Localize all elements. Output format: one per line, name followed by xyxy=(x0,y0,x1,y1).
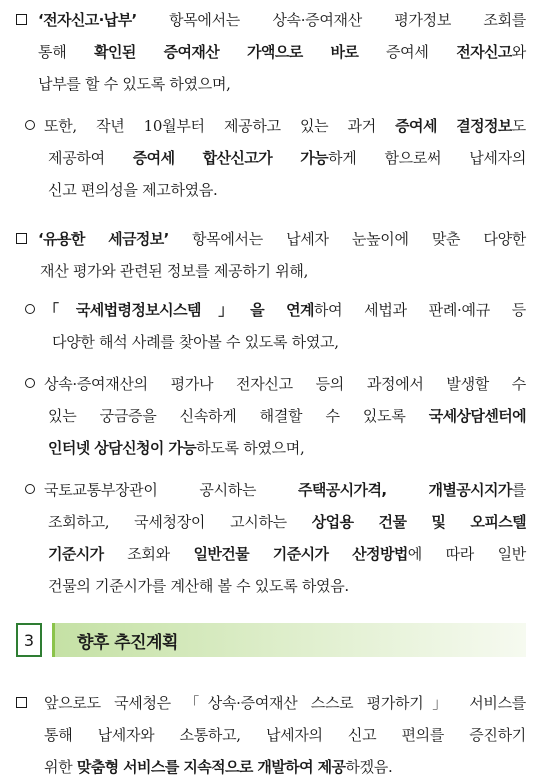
text-segment: 조회하고, 국세청장이 고시하는 xyxy=(48,513,312,531)
bold-text-segment: 전자신고 xyxy=(456,43,512,61)
text-line xyxy=(48,544,526,564)
text-line xyxy=(44,300,526,320)
text-line xyxy=(48,512,526,532)
text-line xyxy=(38,10,526,30)
bold-text-segment: 맞춤형 서비스를 지속적으로 개발하여 제공 xyxy=(76,758,346,776)
text-line xyxy=(38,74,338,94)
bold-text-segment: 증여세 결정정보 xyxy=(395,117,512,135)
bold-text-segment: 주택공시가격, 개별공시지가 xyxy=(298,481,512,499)
text-segment: 다양한 해석 사례를 찾아볼 수 있도록 하였고, xyxy=(52,333,339,351)
text-segment: 에 따라 일반 xyxy=(407,545,526,563)
text-line xyxy=(44,725,526,745)
text-line xyxy=(48,438,418,458)
text-segment: 신고 편의성을 제고하였음. xyxy=(48,181,218,199)
text-segment: 통해 납세자와 소통하고, 납세자의 신고 편의를 증진하기 xyxy=(44,726,526,744)
text-segment: 항목에서는 납세자 눈높이에 맞춘 다양한 xyxy=(168,230,526,248)
text-line xyxy=(40,261,380,281)
text-line xyxy=(44,757,526,777)
text-line xyxy=(48,406,526,426)
bold-text-segment: 국세상담센터에 xyxy=(428,407,526,425)
text-segment: 재산 평가와 관련된 정보를 제공하기 위해, xyxy=(40,262,309,280)
section-header xyxy=(16,623,526,659)
text-segment: 하도록 하였으며, xyxy=(196,439,305,457)
bold-text-segment: 기준시가 xyxy=(48,545,104,563)
circle-bullet-icon xyxy=(25,484,35,494)
text-segment: 건물의 기준시가를 계산해 볼 수 있도록 하였음. xyxy=(48,577,349,595)
text-line xyxy=(44,480,526,500)
bold-text-segment: 일반건물 기준시가 산정방법 xyxy=(193,545,408,563)
text-line xyxy=(38,42,526,62)
text-segment: 앞으로도 국세청은 「상속·증여재산 스스로 평가하기」 서비스를 xyxy=(44,694,526,712)
circle-bullet-icon xyxy=(25,378,35,388)
text-segment: 조회와 xyxy=(103,545,194,563)
bold-text-segment: ‘전자신고·납부’ xyxy=(38,11,137,29)
circle-bullet-icon xyxy=(25,304,35,314)
box-bullet-icon xyxy=(16,697,27,708)
bold-text-segment: 증여세 합산신고가 가능 xyxy=(132,149,329,167)
text-segment: 위한 xyxy=(44,758,77,776)
text-segment: 와 xyxy=(511,43,526,61)
text-line xyxy=(52,332,432,352)
text-segment: 있는 궁금증을 신속하게 해결할 수 있도록 xyxy=(48,407,429,425)
text-segment: 증여세 xyxy=(358,43,457,61)
text-segment: 통해 xyxy=(38,43,95,61)
text-segment: 를 xyxy=(511,481,526,499)
circle-bullet-icon xyxy=(25,120,35,130)
text-line xyxy=(44,116,526,136)
section-title: 향후 추진계획 xyxy=(77,632,178,653)
text-segment: 상속·증여재산의 평가나 전자신고 등의 과정에서 발생할 수 xyxy=(44,375,526,393)
text-segment: 하여 세법과 판례·예규 등 xyxy=(313,301,526,319)
text-segment: 도 xyxy=(511,117,526,135)
text-line xyxy=(44,693,526,713)
box-bullet-icon xyxy=(16,14,27,25)
section-number: 3 xyxy=(16,623,42,657)
bold-text-segment: 「국세법령정보시스템」을 연계 xyxy=(44,301,314,319)
text-line xyxy=(48,180,288,200)
text-segment: 하게 함으로써 납세자의 xyxy=(328,149,527,167)
text-segment: 납부를 할 수 있도록 하였으며, xyxy=(38,75,231,93)
text-segment: 하겠음. xyxy=(345,758,393,776)
section-title-bar xyxy=(52,623,526,657)
bold-text-segment: ‘유용한 세금정보’ xyxy=(38,230,169,248)
box-bullet-icon xyxy=(16,233,27,244)
text-segment: 국토교통부장관이 공시하는 xyxy=(44,481,298,499)
text-segment: 제공하여 xyxy=(48,149,133,167)
text-line xyxy=(48,148,526,168)
text-line xyxy=(38,229,526,249)
text-segment: 항목에서는 상속·증여재산 평가정보 조회를 xyxy=(136,11,526,29)
text-line xyxy=(48,576,448,596)
text-line xyxy=(44,374,526,394)
bold-text-segment: 인터넷 상담신청이 가능 xyxy=(48,439,197,457)
bold-text-segment: 상업용 건물 및 오피스텔 xyxy=(311,513,526,531)
bold-text-segment: 확인된 증여재산 가액으로 바로 xyxy=(94,43,359,61)
text-segment: 또한, 작년 10월부터 제공하고 있는 과거 xyxy=(44,117,396,135)
